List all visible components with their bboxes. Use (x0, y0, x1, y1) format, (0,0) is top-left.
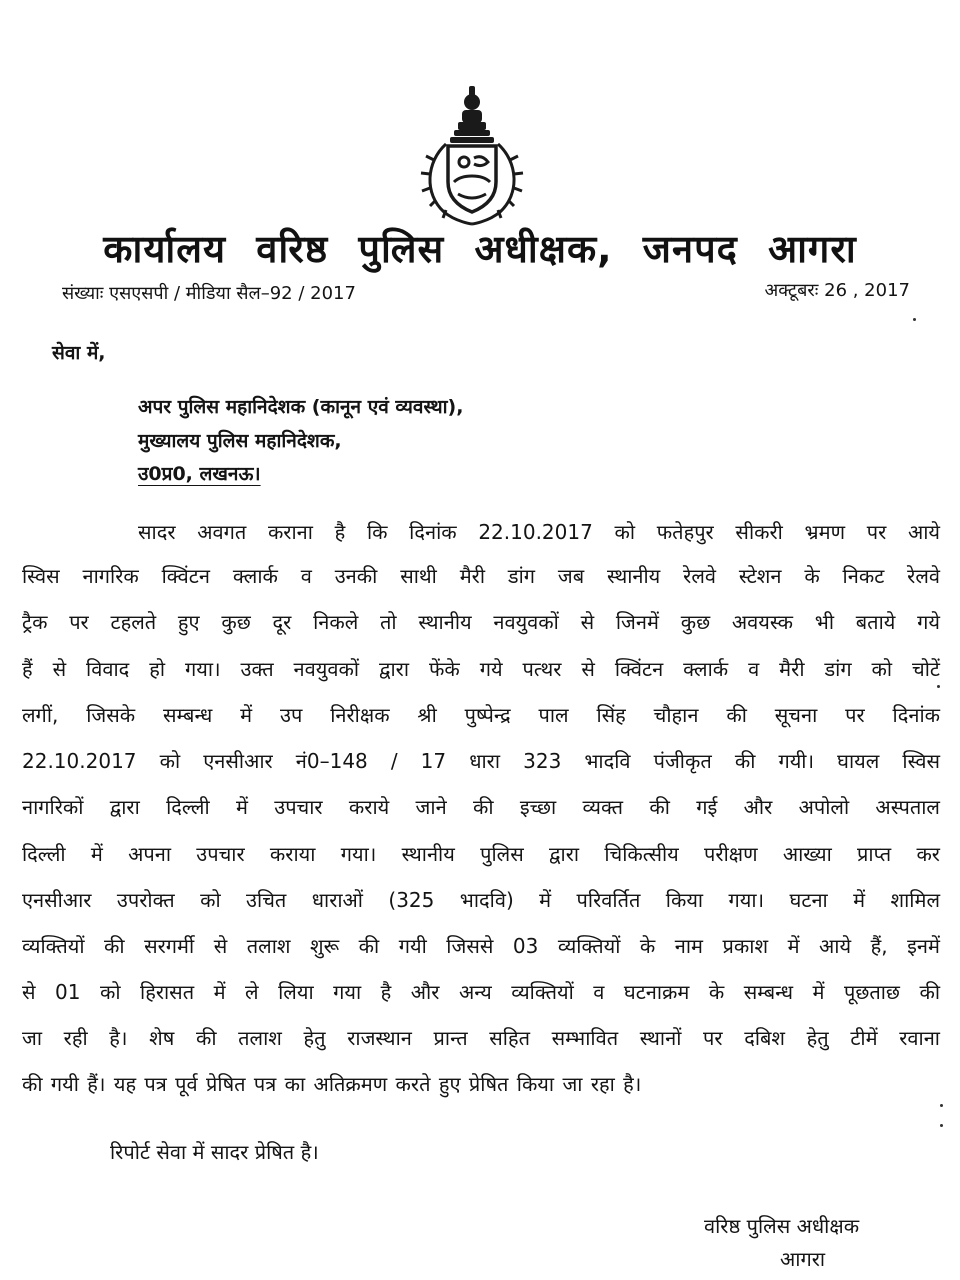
scan-speck (913, 318, 916, 321)
body-line: हैं से विवाद हो गया। उक्त नवयुवकों द्वारा फेंके गये पत्थर से क्विंटन क्लार्क व मैरी डांग को चोटें (22, 657, 940, 681)
scan-speck (937, 685, 940, 688)
body-line: एनसीआर उपरोक्त को उचित धाराओं (325 भादवि) में परिवर्तित किया गया। घटना में शामिल (22, 888, 940, 912)
body-line: दिल्ली में अपना उपचार कराया गया। स्थानीय पुलिस द्वारा चिकित्सीय परीक्षण आख्या प्राप्त कर (22, 842, 940, 866)
office-title: कार्यालय वरिष्ठ पुलिस अधीक्षक, जनपद आगरा (103, 227, 857, 271)
recipient-line: अपर पुलिस महानिदेशक (कानून एवं व्यवस्था), (138, 396, 464, 418)
scan-speck (940, 1124, 943, 1127)
body-line: ट्रैक पर टहलते हुए कुछ दूर निकले तो स्थानीय नवयुवकों से जिनमें कुछ अवयस्क भी बताये गये (22, 610, 940, 634)
body-line: सादर अवगत कराना है कि दिनांक 22.10.2017 को फतेहपुर सीकरी भ्रमण पर आये (138, 520, 940, 544)
body-line: स्विस नागरिक क्विंटन क्लार्क व उनकी साथी मैरी डांग जब स्थानीय रेलवे स्टेशन के निकट रेलवे (22, 564, 940, 588)
body-line: नागरिकों द्वारा दिल्ली में उपचार कराये जाने की इच्छा व्यक्त की गई और अपोलो अस्पताल (22, 795, 940, 819)
body-line: व्यक्तियों की सरगर्मी से तलाश शुरू की गयी जिससे 03 व्यक्तियों के नाम प्रकाश में आये हैं, इनमें (22, 934, 940, 958)
police-emblem-icon (416, 82, 528, 230)
scan-speck (940, 1104, 943, 1107)
salutation: सेवा में, (52, 342, 106, 364)
recipient-line: उ0प्र0, लखनऊ। (138, 463, 261, 485)
body-line: से 01 को हिरासत में ले लिया गया है और अन्य व्यक्तियों व घटनाक्रम के सम्बन्ध में पूछताछ की (22, 980, 940, 1004)
signature-place: आगरा (780, 1247, 826, 1271)
letter-date: अक्टूबरः 26 , 2017 (764, 280, 910, 301)
reference-number: संख्याः एसएसपी / मीडिया सैल–92 / 2017 (62, 283, 356, 304)
body-line: लगीं, जिसके सम्बन्ध में उप निरीक्षक श्री पुष्पेन्द्र पाल सिंह चौहान की सूचना पर दिनांक (22, 703, 940, 727)
closing-line: रिपोर्ट सेवा में सादर प्रेषित है। (110, 1140, 319, 1164)
body-line: की गयी हैं। यह पत्र पूर्व प्रेषित पत्र का अतिक्रमण करते हुए प्रेषित किया जा रहा है। (22, 1072, 642, 1096)
signature-designation: वरिष्ठ पुलिस अधीक्षक (704, 1214, 860, 1238)
body-line: 22.10.2017 को एनसीआर नं0–148 / 17 धारा 323 भादवि पंजीकृत की गयी। घायल स्विस (22, 749, 940, 773)
body-line: जा रही है। शेष की तलाश हेतु राजस्थान प्रान्त सहित सम्भावित स्थानों पर दबिश हेतु टीमें रवाना (22, 1026, 940, 1050)
recipient-line: मुख्यालय पुलिस महानिदेशक, (138, 430, 342, 452)
